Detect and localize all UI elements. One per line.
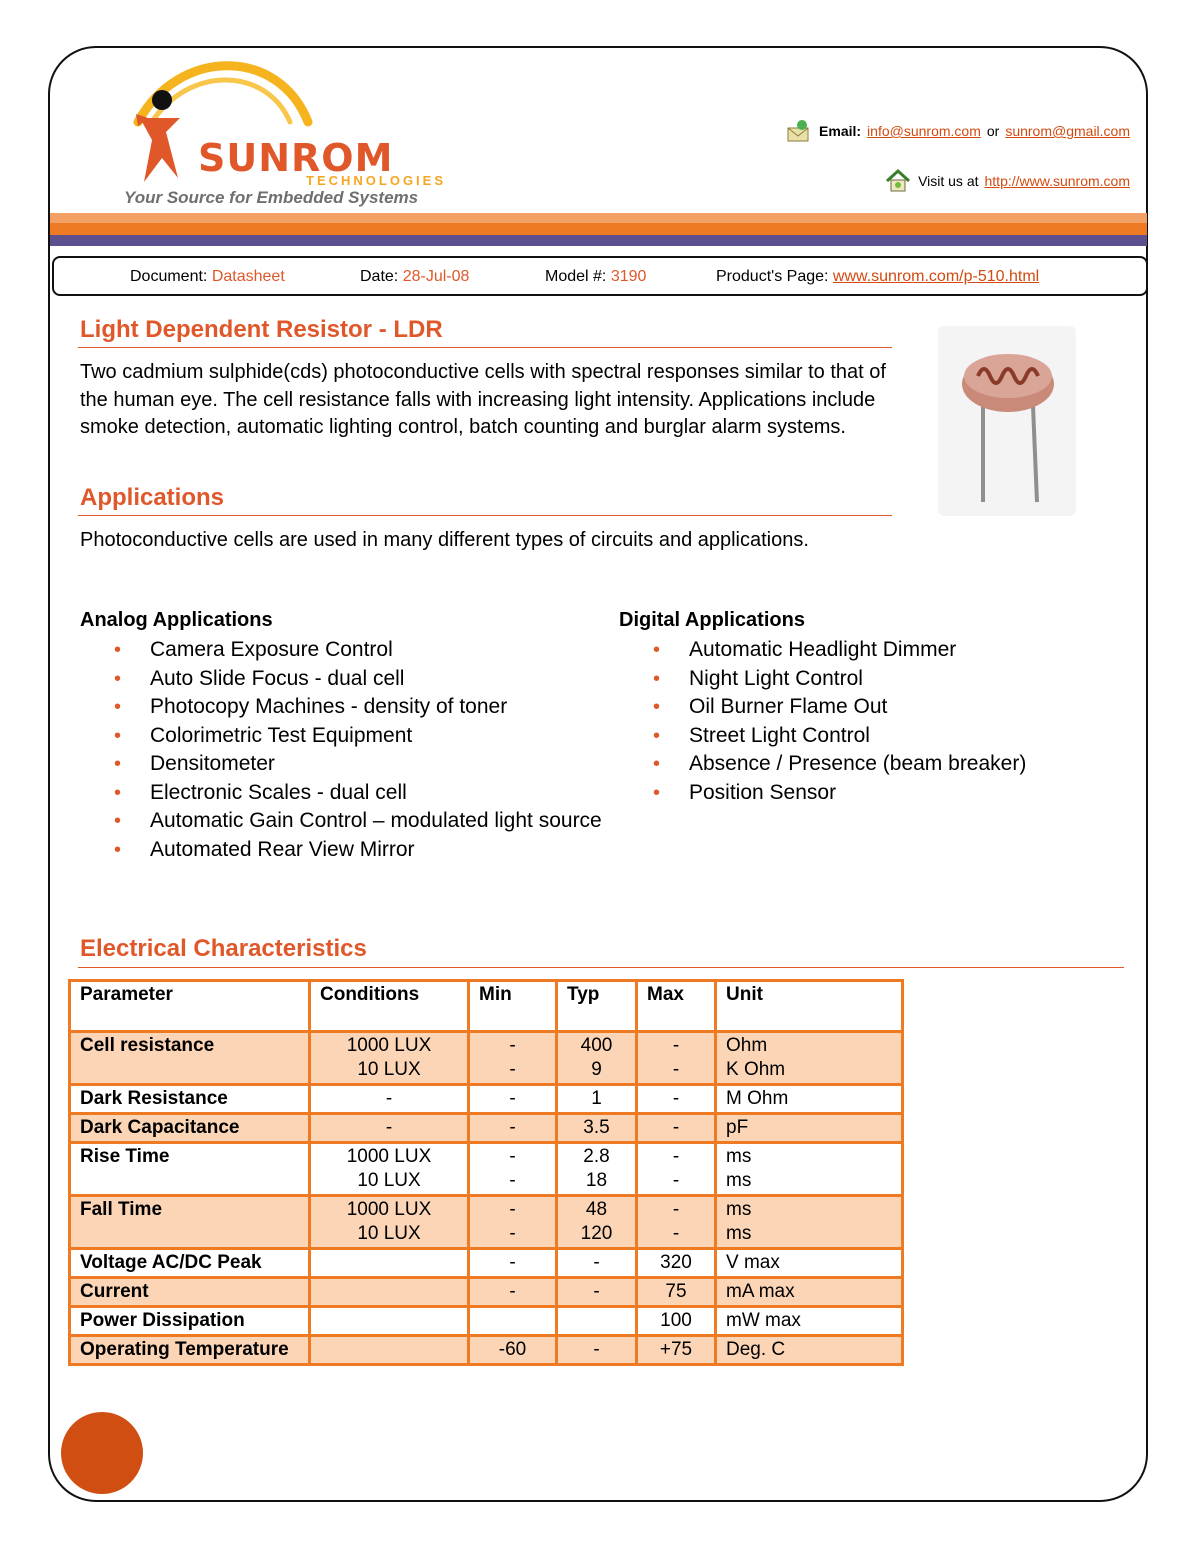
table-cell-conditions — [310, 1278, 469, 1307]
cell-line: 10 LUX — [357, 1223, 421, 1244]
cell-line: mW max — [726, 1310, 801, 1331]
cell-line: 400 — [580, 1035, 613, 1056]
cell-line: - — [672, 1059, 680, 1080]
logo-tagline: Your Source for Embedded Systems — [124, 188, 419, 207]
table-cell-unit — [716, 1196, 903, 1249]
table-cell-max — [637, 1114, 716, 1143]
list-item: • Position Sensor — [619, 779, 1119, 808]
table-cell-max — [637, 1032, 716, 1085]
list-item: • Automated Rear View Mirror — [80, 836, 610, 865]
list-item: • Camera Exposure Control — [80, 636, 610, 665]
cell-line: - — [593, 1252, 600, 1273]
list-item: • Photocopy Machines - density of toner — [80, 693, 610, 722]
table-cell-min — [469, 1307, 557, 1336]
list-item: • Automatic Headlight Dimmer — [619, 636, 1119, 665]
table-cell-parameter: Dark Capacitance — [70, 1114, 310, 1143]
website-link[interactable]: http://www.sunrom.com — [984, 173, 1130, 189]
cell-line: - — [385, 1117, 393, 1138]
cell-line: M Ohm — [726, 1088, 789, 1109]
meta-date — [360, 268, 469, 286]
cell-line: 1 — [591, 1088, 602, 1109]
intro-title-rule — [78, 347, 892, 348]
list-item: • Automatic Gain Control – modulated light source — [80, 807, 610, 836]
cell-line: ms — [726, 1146, 752, 1167]
table-body — [70, 1032, 903, 1365]
table-row — [70, 1307, 903, 1336]
meta-document-label: Document: — [130, 268, 208, 285]
table-header: Unit — [716, 981, 903, 1032]
table-cell-typ — [557, 1114, 637, 1143]
table-row — [70, 1278, 903, 1307]
cell-line: - — [672, 1170, 680, 1191]
list-item: • Colorimetric Test Equipment — [80, 722, 610, 751]
cell-line: 1000 LUX — [346, 1035, 432, 1056]
table-cell-conditions — [310, 1085, 469, 1114]
cell-line: - — [672, 1146, 680, 1167]
cell-line: K Ohm — [726, 1059, 786, 1080]
intro-title: Light Dependent Resistor - LDR — [80, 316, 443, 343]
table-cell-parameter: Fall Time — [70, 1196, 310, 1249]
header-band-light — [50, 213, 1147, 223]
table-cell-min — [469, 1278, 557, 1307]
table-cell-parameter: Operating Temperature — [70, 1336, 310, 1365]
cell-line: - — [509, 1146, 516, 1167]
table-cell-unit — [716, 1336, 903, 1365]
table-row — [70, 1085, 903, 1114]
cell-line — [320, 1309, 458, 1333]
logo-name: SUNROM — [198, 136, 394, 180]
cell-line: - — [509, 1223, 516, 1244]
list-item: • Electronic Scales - dual cell — [80, 779, 610, 808]
ldr-product-image — [938, 326, 1076, 516]
table-cell-min — [469, 1085, 557, 1114]
meta-product-page — [716, 268, 1039, 286]
cell-line: - — [593, 1281, 600, 1302]
cell-line: - — [672, 1199, 680, 1220]
table-cell-conditions — [310, 1307, 469, 1336]
decorative-dot — [61, 1412, 143, 1494]
document-meta-bar — [52, 256, 1148, 296]
table-header: Conditions — [310, 981, 469, 1032]
electrical-title-rule — [78, 967, 1124, 968]
table-cell-parameter: Rise Time — [70, 1143, 310, 1196]
list-item: • Densitometer — [80, 750, 610, 779]
table-cell-conditions — [310, 1114, 469, 1143]
table-cell-max — [637, 1143, 716, 1196]
table-row — [70, 1032, 903, 1085]
digital-applications-heading: Digital Applications — [619, 609, 805, 631]
cell-line: 1000 LUX — [346, 1146, 432, 1167]
table-header: Typ — [557, 981, 637, 1032]
table-cell-typ — [557, 1307, 637, 1336]
cell-line: 10 LUX — [357, 1170, 421, 1191]
table-header: Parameter — [70, 981, 310, 1032]
cell-line: - — [509, 1035, 516, 1056]
table-cell-parameter: Cell resistance — [70, 1032, 310, 1085]
cell-line: - — [672, 1088, 680, 1109]
meta-document — [130, 268, 285, 286]
cell-line: - — [509, 1088, 516, 1109]
applications-title: Applications — [80, 484, 225, 511]
table-cell-min — [469, 1196, 557, 1249]
meta-model-label: Model #: — [545, 268, 607, 285]
table-cell-unit — [716, 1085, 903, 1114]
cell-line: pF — [726, 1117, 749, 1138]
table-cell-max — [637, 1307, 716, 1336]
email-or: or — [986, 123, 1000, 139]
product-page-link[interactable]: www.sunrom.com/p-510.html — [832, 268, 1040, 285]
cell-line — [320, 1338, 458, 1362]
cell-line: - — [672, 1223, 680, 1244]
table-cell-min — [469, 1249, 557, 1278]
table-cell-min — [469, 1032, 557, 1085]
list-item: • Street Light Control — [619, 722, 1119, 751]
table-cell-min — [469, 1114, 557, 1143]
analog-applications-heading: Analog Applications — [80, 609, 273, 631]
list-item: • Auto Slide Focus - dual cell — [80, 665, 610, 694]
cell-line: - — [672, 1035, 680, 1056]
electrical-characteristics-table — [68, 979, 904, 1366]
cell-line: Ohm — [726, 1035, 768, 1056]
cell-line: - — [509, 1281, 516, 1302]
table-cell-typ — [557, 1032, 637, 1085]
table-cell-unit — [716, 1114, 903, 1143]
table-header: Min — [469, 981, 557, 1032]
meta-date-value: 28-Jul-08 — [402, 268, 470, 285]
table-cell-max — [637, 1336, 716, 1365]
cell-line: - — [509, 1252, 516, 1273]
meta-date-label: Date: — [360, 268, 399, 285]
cell-line: 9 — [591, 1059, 602, 1080]
table-cell-typ — [557, 1249, 637, 1278]
table-header: Max — [637, 981, 716, 1032]
contact-website — [884, 168, 1130, 194]
cell-line: 3.5 — [583, 1117, 610, 1138]
table-cell-conditions — [310, 1249, 469, 1278]
email-link-1[interactable]: info@sunrom.com — [867, 123, 981, 139]
table-cell-typ — [557, 1085, 637, 1114]
cell-line: 2.8 — [583, 1146, 610, 1167]
cell-line: ms — [726, 1170, 752, 1191]
cell-line: mA max — [726, 1281, 795, 1302]
cell-line: 120 — [580, 1223, 613, 1244]
cell-line: 75 — [665, 1281, 687, 1302]
table-header-row — [70, 981, 903, 1032]
cell-line: - — [672, 1117, 680, 1138]
visit-label: Visit us at — [918, 173, 979, 189]
table-cell-unit — [716, 1249, 903, 1278]
cell-line: ms — [726, 1199, 752, 1220]
header-band-purple — [50, 235, 1147, 246]
list-item: • Oil Burner Flame Out — [619, 693, 1119, 722]
applications-title-rule — [78, 515, 892, 516]
table-cell-conditions — [310, 1196, 469, 1249]
table-cell-min — [469, 1143, 557, 1196]
electrical-title: Electrical Characteristics — [80, 935, 367, 962]
cell-line: 48 — [585, 1199, 608, 1220]
list-item: • Night Light Control — [619, 665, 1119, 694]
table-row — [70, 1249, 903, 1278]
cell-line — [479, 1309, 546, 1333]
cell-line: V max — [726, 1252, 780, 1273]
analog-applications-list — [80, 636, 610, 864]
cell-line — [320, 1280, 458, 1304]
table-cell-unit — [716, 1143, 903, 1196]
cell-line: Deg. C — [726, 1339, 786, 1360]
cell-line: -60 — [498, 1339, 527, 1360]
email-icon — [785, 118, 813, 144]
home-icon — [884, 168, 912, 194]
cell-line: - — [593, 1339, 600, 1360]
table-cell-conditions — [310, 1143, 469, 1196]
table-cell-parameter: Dark Resistance — [70, 1085, 310, 1114]
table-cell-min — [469, 1336, 557, 1365]
table-cell-conditions — [310, 1032, 469, 1085]
table-cell-unit — [716, 1032, 903, 1085]
meta-model — [545, 268, 646, 286]
table-cell-parameter: Current — [70, 1278, 310, 1307]
cell-line: - — [509, 1199, 516, 1220]
cell-line: - — [509, 1117, 516, 1138]
table-cell-typ — [557, 1196, 637, 1249]
table-cell-unit — [716, 1307, 903, 1336]
table-cell-max — [637, 1196, 716, 1249]
table-cell-unit — [716, 1278, 903, 1307]
table-row — [70, 1196, 903, 1249]
intro-text: Two cadmium sulphide(cds) photoconductive cells with spectral responses similar to that of the human eye. The cell resistance falls with increasing light intensity. Applications include smoke detection, automatic lighting control, batch counting and burglar alarm systems. — [80, 361, 886, 438]
list-item: • Absence / Presence (beam breaker) — [619, 750, 1119, 779]
cell-line: ms — [726, 1223, 752, 1244]
meta-document-value: Datasheet — [211, 268, 285, 285]
meta-model-value: 3190 — [610, 268, 647, 285]
table-cell-typ — [557, 1278, 637, 1307]
table-cell-max — [637, 1278, 716, 1307]
digital-applications-list — [619, 636, 1119, 807]
cell-line: 10 LUX — [357, 1059, 421, 1080]
cell-line: 100 — [660, 1310, 692, 1331]
table-cell-max — [637, 1085, 716, 1114]
logo-subtitle: TECHNOLOGIES — [306, 173, 447, 188]
cell-line: 18 — [585, 1170, 608, 1191]
table-cell-parameter: Power Dissipation — [70, 1307, 310, 1336]
table-row — [70, 1114, 903, 1143]
cell-line: - — [509, 1170, 516, 1191]
contact-email — [785, 118, 1130, 144]
email-link-2[interactable]: sunrom@gmail.com — [1005, 123, 1130, 139]
cell-line: +75 — [659, 1339, 693, 1360]
cell-line — [320, 1251, 458, 1275]
table-cell-max — [637, 1249, 716, 1278]
email-label: Email: — [819, 123, 862, 139]
applications-text: Photoconductive cells are used in many different types of circuits and applications. — [80, 529, 809, 551]
table-cell-conditions — [310, 1336, 469, 1365]
sunrom-logo — [118, 60, 447, 210]
table-cell-typ — [557, 1143, 637, 1196]
table-cell-typ — [557, 1336, 637, 1365]
cell-line: - — [385, 1088, 393, 1109]
header-band-orange — [50, 223, 1147, 235]
cell-line: 1000 LUX — [346, 1199, 432, 1220]
meta-page-label: Product's Page: — [716, 268, 829, 285]
table-row — [70, 1143, 903, 1196]
table-row — [70, 1336, 903, 1365]
cell-line: 320 — [660, 1252, 692, 1273]
cell-line: - — [509, 1059, 516, 1080]
table-cell-parameter: Voltage AC/DC Peak — [70, 1249, 310, 1278]
cell-line — [567, 1309, 626, 1333]
